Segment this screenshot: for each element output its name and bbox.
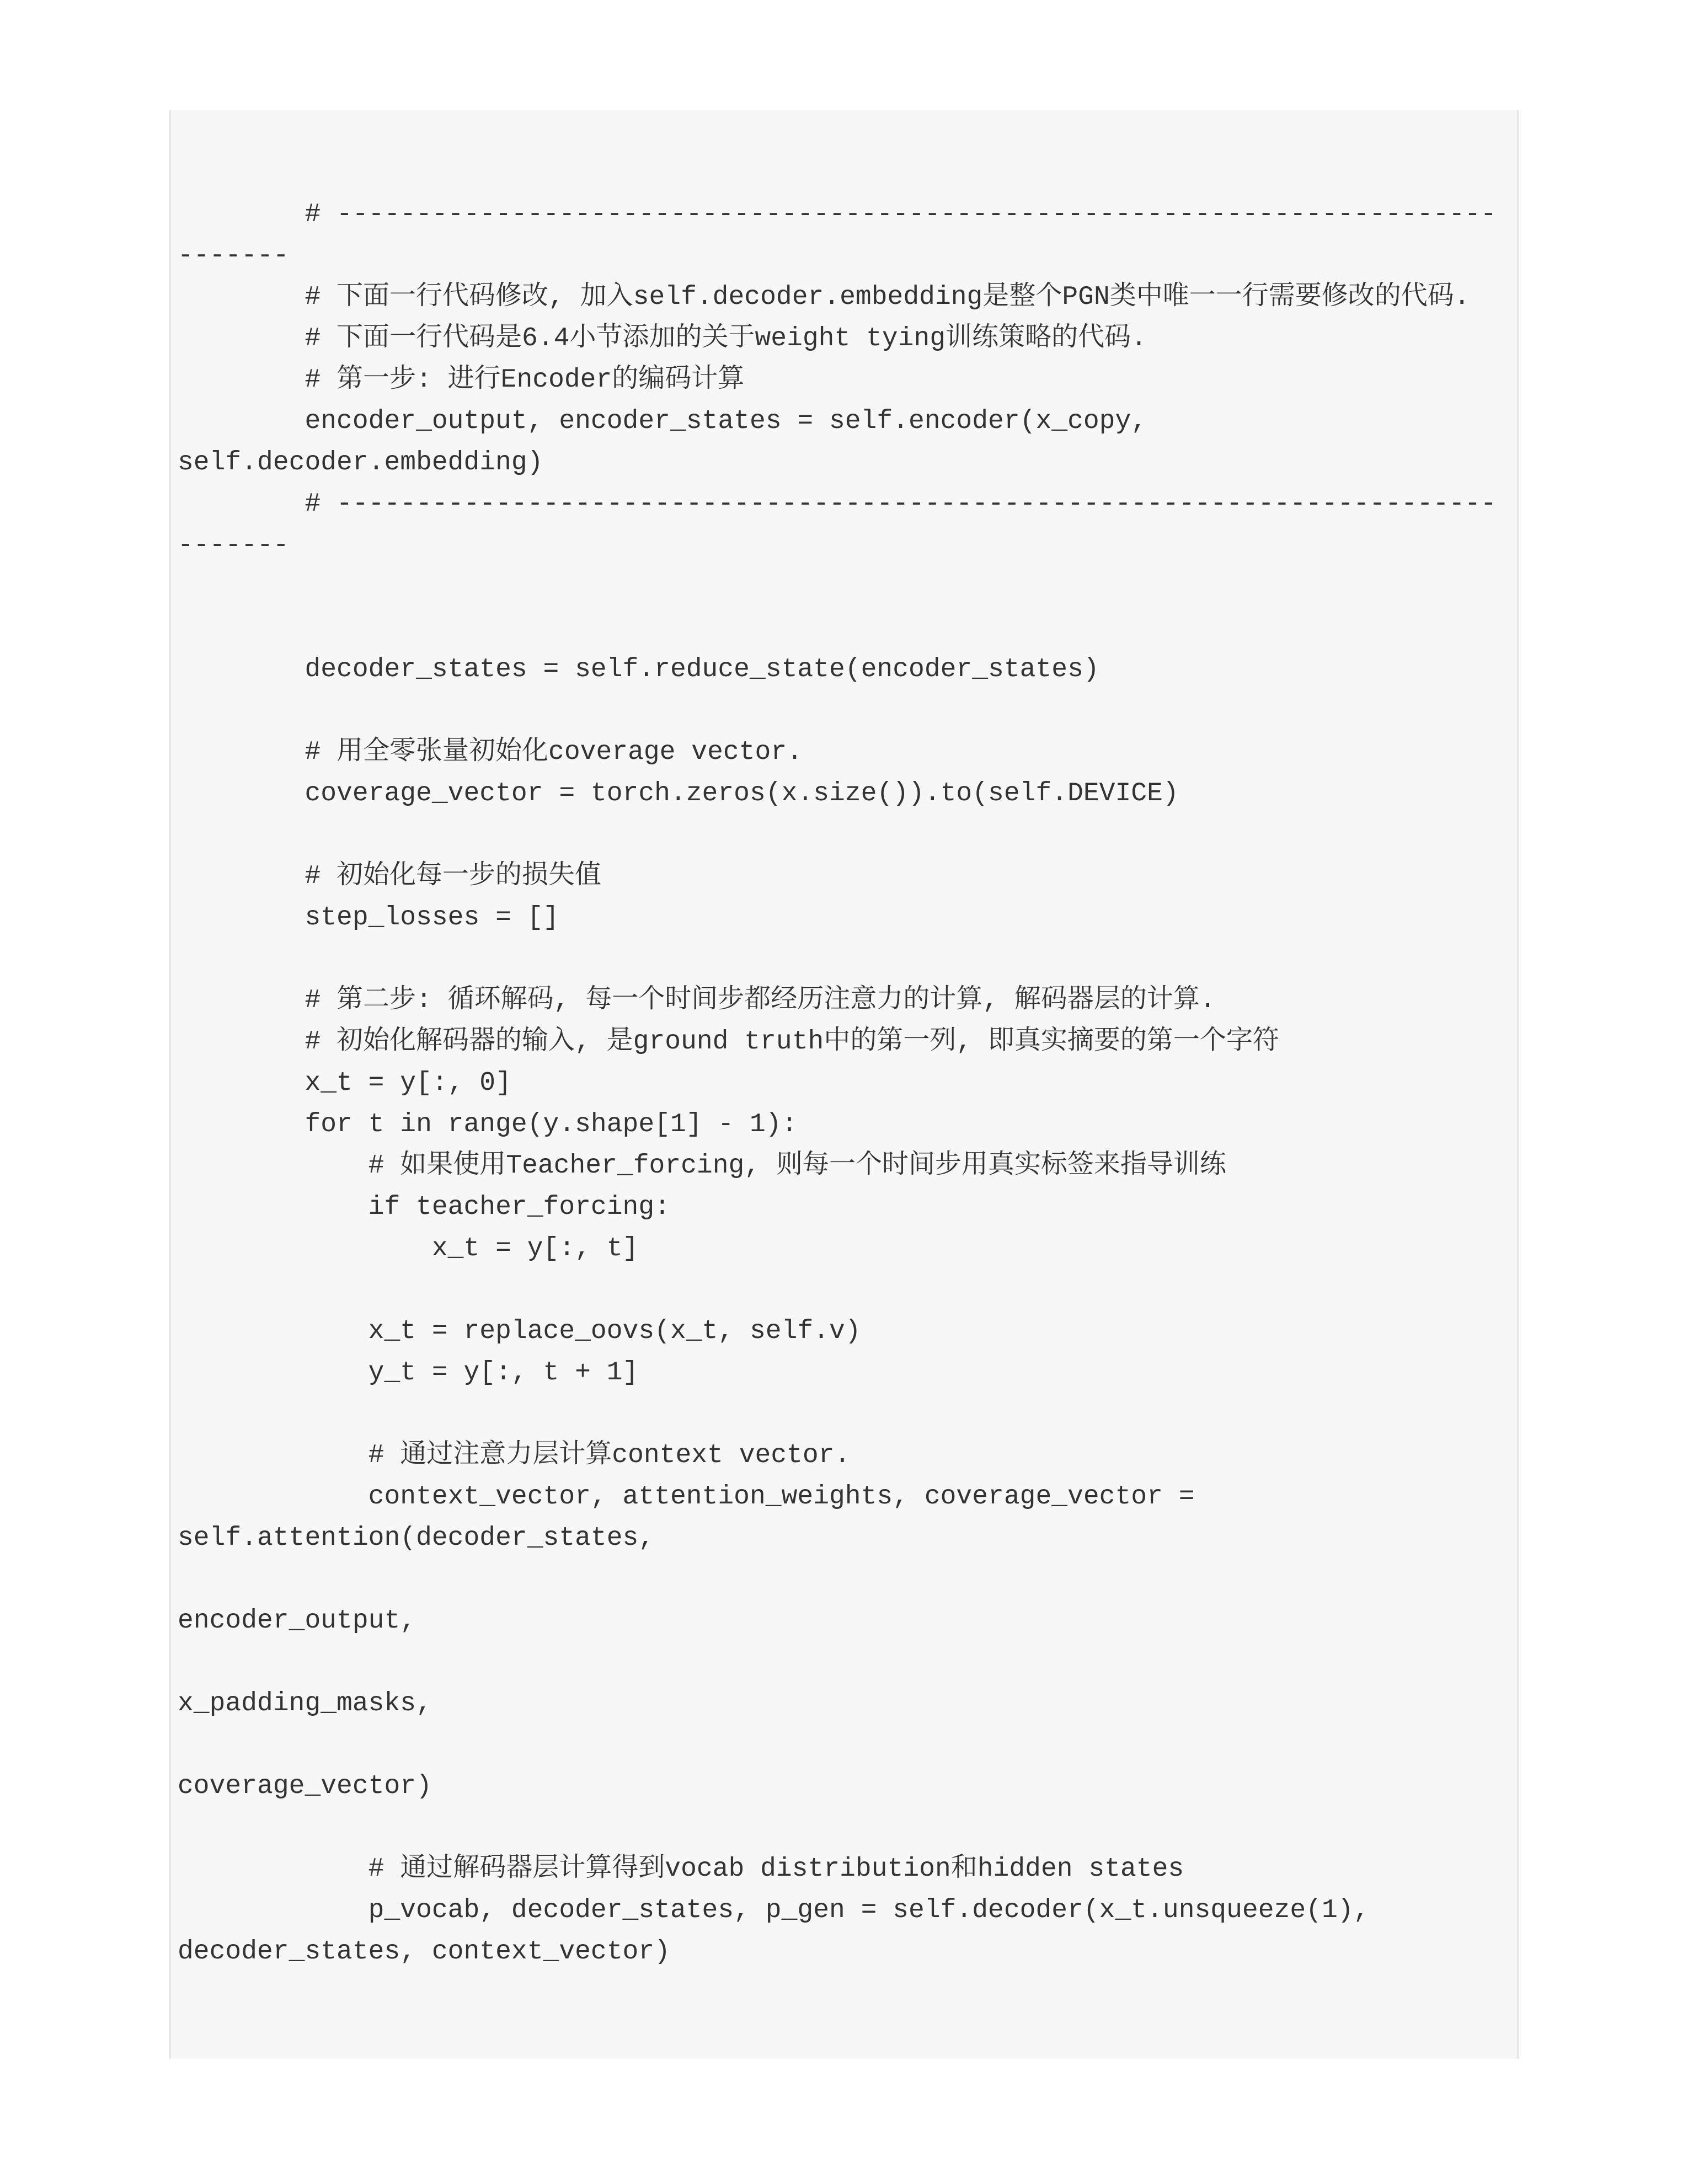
code-block <box>169 110 1519 2059</box>
code-line: step_losses = [] <box>178 903 559 933</box>
code-line: # 通过解码器层计算得到vocab distribution和hidden states <box>178 1854 1184 1884</box>
code-line: encoder_output, <box>178 1606 416 1636</box>
code-line <box>178 690 1510 732</box>
code-line: # 下面一行代码是6.4小节添加的关于weight tying训练策略的代码. <box>178 324 1147 354</box>
code-line: # 通过注意力层计算context vector. <box>178 1441 851 1470</box>
code-line: # 初始化每一步的损失值 <box>178 861 602 891</box>
code-line: coverage_vector = torch.zeros(x.size()).to(self.DEVICE) <box>178 779 1179 809</box>
code-line: # 第二步: 循环解码, 每一个时间步都经历注意力的计算, 解码器层的计算. <box>178 986 1216 1015</box>
code-line <box>178 1394 1510 1435</box>
code-line: ------- <box>178 241 289 271</box>
code-line: # ------------------------------------------------------------------------- <box>178 200 1497 229</box>
code-line: ------- <box>178 531 289 560</box>
code-line: self.attention(decoder_states, <box>178 1523 655 1553</box>
code-line: x_t = y[:, t] <box>178 1234 639 1264</box>
code-line: x_padding_masks, <box>178 1689 432 1719</box>
code-line <box>178 815 1510 856</box>
code-line: decoder_states = self.reduce_state(encoder_states) <box>178 655 1099 684</box>
code-line: if teacher_forcing: <box>178 1192 670 1222</box>
code-line: # 用全零张量初始化coverage vector. <box>178 737 803 767</box>
code-line: # 下面一行代码修改, 加入self.decoder.embedding是整个PGN类中唯一一行需要修改的代码. <box>178 282 1470 312</box>
code-line: self.decoder.embedding) <box>178 448 543 478</box>
code-line: # 如果使用Teacher_forcing, 则每一个时间步用真实标签来指导训练 <box>178 1151 1226 1181</box>
code-line: for t in range(y.shape[1] - 1): <box>178 1110 798 1139</box>
code-line: # ------------------------------------------------------------------------- <box>178 489 1497 519</box>
code-line <box>178 566 1510 608</box>
code-line: decoder_states, context_vector) <box>178 1937 670 1967</box>
code-line <box>178 1559 1510 1600</box>
code-line <box>178 1270 1510 1311</box>
code-line: coverage_vector) <box>178 1771 432 1801</box>
code-line: p_vocab, decoder_states, p_gen = self.decoder(x_t.unsqueeze(1), <box>178 1896 1370 1925</box>
code-line: # 初始化解码器的输入, 是ground truth中的第一列, 即真实摘要的第一个字符 <box>178 1027 1279 1057</box>
code-line <box>178 1725 1510 1766</box>
code-line <box>178 1807 1510 1849</box>
code-line <box>178 1642 1510 1683</box>
code-line <box>178 939 1510 980</box>
code-line: y_t = y[:, t + 1] <box>178 1358 639 1388</box>
code-line: context_vector, attention_weights, coverage_vector = <box>178 1482 1195 1512</box>
code-lines <box>178 194 1510 1973</box>
code-line: x_t = y[:, 0] <box>178 1068 511 1098</box>
code-line: encoder_output, encoder_states = self.encoder(x_copy, <box>178 406 1147 436</box>
code-line <box>178 608 1510 649</box>
code-line: # 第一步: 进行Encoder的编码计算 <box>178 365 745 395</box>
code-line: x_t = replace_oovs(x_t, self.v) <box>178 1316 861 1346</box>
